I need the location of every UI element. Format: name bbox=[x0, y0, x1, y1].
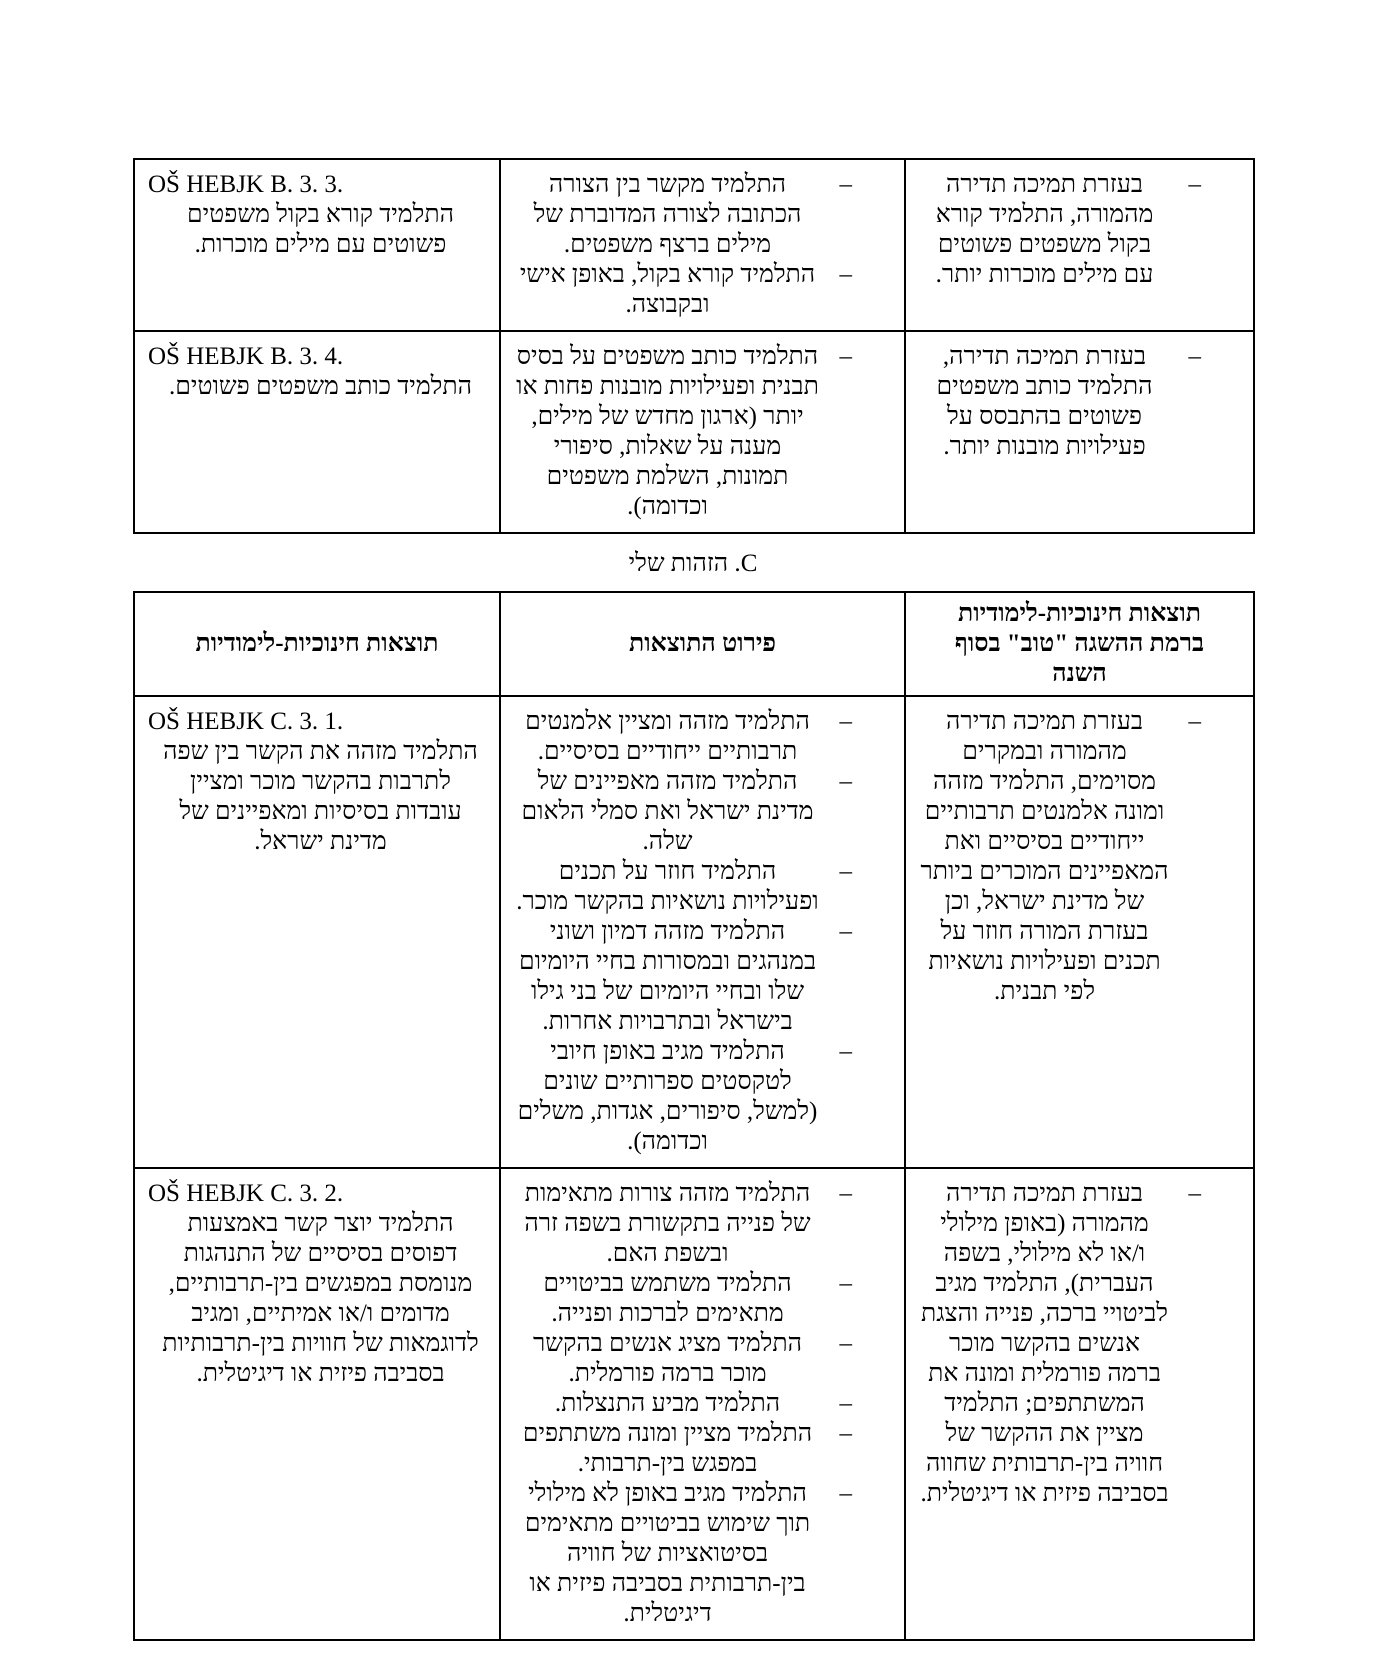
code-cell bbox=[134, 331, 500, 533]
outcome-description: התלמיד מזהה את הקשר בין שפה לתרבות בהקשר מוכר ומציין עובדות בסיסיות ומאפיינים של מדינת ישראל. bbox=[163, 738, 478, 855]
table-row-c31 bbox=[134, 696, 1254, 1168]
dash-marker: – bbox=[1188, 708, 1201, 735]
detail-text: התלמיד קורא בקול, באופן אישי ובקבוצה. bbox=[519, 261, 816, 318]
details-cell bbox=[500, 331, 905, 533]
outcome-description: התלמיד קורא בקול משפטים פשוטים עם מילים מוכרות. bbox=[187, 201, 454, 258]
code-cell bbox=[134, 159, 500, 331]
details-cell bbox=[500, 1168, 905, 1640]
code-cell bbox=[134, 696, 500, 1168]
detail-text: התלמיד מביע התנצלות. bbox=[554, 1390, 781, 1417]
detail-item bbox=[515, 1479, 852, 1629]
dash-marker: – bbox=[839, 1390, 852, 1417]
detail-item bbox=[515, 767, 852, 857]
header-outcomes: תוצאות חינוכיות-לימודיות bbox=[134, 592, 500, 696]
dash-marker: – bbox=[1188, 1180, 1201, 1207]
detail-text: התלמיד מציין ומונה משתתפים במפגש בין-תרבותי. bbox=[522, 1420, 813, 1477]
section-heading: C. הזהות שלי bbox=[628, 550, 758, 577]
dash-marker: – bbox=[839, 171, 852, 198]
dash-marker: – bbox=[839, 768, 852, 795]
dash-marker: – bbox=[839, 1180, 852, 1207]
detail-item bbox=[515, 342, 852, 522]
dash-marker: – bbox=[839, 1270, 852, 1297]
good-level-item bbox=[920, 170, 1201, 290]
table-row-c32 bbox=[134, 1168, 1254, 1640]
detail-item bbox=[515, 1179, 852, 1269]
detail-text: התלמיד כותב משפטים על בסיס תבנית ופעילויות מובנות פחות או יותר (ארגון מחדש של מילים, מענה על שאלות, סיפורי תמונות, השלמת משפטים וכדומה). bbox=[516, 343, 819, 520]
good-level-text: בעזרת תמיכה תדירה מהמורה (באופן מילולי ו/או לא מילולי, בשפה העברית), התלמיד מגיב לביטויי ברכה, פנייה והצגת אנשים בהקשר מוכר ברמה פורמלית ומונה את המשתתפים; התלמיד מציין את ההקשר של חוויה בין-תרבותית שחווה בסביבה פיזית או דיגיטלית. bbox=[920, 1180, 1169, 1507]
standard-code: OŠ HEBJK C. 3. 2. bbox=[148, 1180, 344, 1207]
detail-item bbox=[515, 1419, 852, 1479]
detail-text: התלמיד מזהה צורות מתאימות של פנייה בתקשורת בשפה זרה ובשפת האם. bbox=[524, 1180, 811, 1267]
dash-marker: – bbox=[839, 918, 852, 945]
dash-marker: – bbox=[839, 261, 852, 288]
good-level-cell bbox=[905, 1168, 1254, 1640]
good-level-text: בעזרת תמיכה תדירה מהמורה, התלמיד קורא בקול משפטים פשוטים עם מילים מוכרות יותר. bbox=[935, 171, 1154, 288]
good-level-cell bbox=[905, 331, 1254, 533]
good-level-text: בעזרת תמיכה תדירה מהמורה ובמקרים מסוימים, התלמיד מזהה ומונה אלמנטים תרבותיים ייחודיים בסיסיים ואת המאפיינים המוכרים ביותר של מדינת ישראל, וכן בעזרת המורה חוזר על תכנים ופעילויות נושאיות לפי תבנית. bbox=[920, 708, 1169, 1005]
standards-table-c bbox=[133, 591, 1255, 1641]
header-details: פירוט התוצאות bbox=[500, 592, 905, 696]
outcome-description: התלמיד יוצר קשר באמצעות דפוסים בסיסיים של התנהגות מנומסת במפגשים בין-תרבותיים, מדומים ו/או אמיתיים, ומגיב לדוגמאות של חוויות בין-תרבותיות בסביבה פיזית או דיגיטלית. bbox=[162, 1210, 479, 1387]
dash-marker: – bbox=[839, 858, 852, 885]
detail-text: התלמיד מזהה מאפיינים של מדינת ישראל ואת סמלי הלאום שלה. bbox=[521, 768, 814, 855]
header-good-level: תוצאות חינוכיות-לימודיות ברמת ההשגה "טוב" בסוף השנה bbox=[905, 592, 1254, 696]
dash-marker: – bbox=[839, 1480, 852, 1507]
detail-item bbox=[515, 1389, 852, 1419]
code-cell bbox=[134, 1168, 500, 1640]
good-level-item bbox=[920, 342, 1201, 462]
detail-item bbox=[515, 1269, 852, 1329]
detail-text: התלמיד מזהה ומציין אלמנטים תרבותיים ייחודיים בסיסיים. bbox=[525, 708, 810, 765]
detail-text: התלמיד חוזר על תכנים ופעילויות נושאיות בהקשר מוכר. bbox=[516, 858, 819, 915]
standard-code: OŠ HEBJK B. 3. 3. bbox=[148, 171, 344, 198]
good-level-item bbox=[920, 707, 1201, 1007]
detail-text: התלמיד מגיב באופן לא מילולי תוך שימוש בביטויים מתאימים בסיטואציות של חוויה בין-תרבותית בסביבה פיזית או דיגיטלית. bbox=[524, 1480, 811, 1627]
dash-marker: – bbox=[839, 1038, 852, 1065]
detail-item bbox=[515, 260, 852, 320]
standard-code: OŠ HEBJK C. 3. 1. bbox=[148, 708, 344, 735]
dash-marker: – bbox=[839, 1330, 852, 1357]
detail-item bbox=[515, 170, 852, 260]
dash-marker: – bbox=[839, 343, 852, 370]
detail-text: התלמיד מגיב באופן חיובי לטקסטים ספרותיים שונים (למשל, סיפורים, אגדות, משלים וכדומה). bbox=[517, 1038, 818, 1155]
standards-table-b bbox=[133, 158, 1255, 534]
detail-text: התלמיד מקשר בין הצורה הכתובה לצורה המדוברת של מילים ברצף משפטים. bbox=[533, 171, 802, 258]
dash-marker: – bbox=[839, 708, 852, 735]
outcome-description: התלמיד כותב משפטים פשוטים. bbox=[169, 373, 472, 400]
table-row-b34 bbox=[134, 331, 1254, 533]
detail-text: התלמיד מזהה דמיון ושוני במנהגים ובמסורות בחיי היומיום שלו ובחיי היומיום של בני גילו בישראל ובתרבויות אחרות. bbox=[519, 918, 816, 1035]
dash-marker: – bbox=[839, 1420, 852, 1447]
details-cell bbox=[500, 159, 905, 331]
dash-marker: – bbox=[1188, 171, 1201, 198]
good-level-text: בעזרת תמיכה תדירה, התלמיד כותב משפטים פשוטים בהתבסס על פעילויות מובנות יותר. bbox=[936, 343, 1153, 460]
good-level-cell bbox=[905, 696, 1254, 1168]
details-cell bbox=[500, 696, 905, 1168]
good-level-item bbox=[920, 1179, 1201, 1509]
detail-text: התלמיד משתמש בביטויים מתאימים לברכות ופנייה. bbox=[543, 1270, 792, 1327]
table-row-b33 bbox=[134, 159, 1254, 331]
detail-item bbox=[515, 857, 852, 917]
good-level-cell bbox=[905, 159, 1254, 331]
detail-item bbox=[515, 917, 852, 1037]
table-header-row bbox=[134, 592, 1254, 696]
detail-item bbox=[515, 707, 852, 767]
detail-item bbox=[515, 1329, 852, 1389]
detail-text: התלמיד מציג אנשים בהקשר מוכר ברמה פורמלית. bbox=[533, 1330, 802, 1387]
standard-code: OŠ HEBJK B. 3. 4. bbox=[148, 343, 344, 370]
detail-item bbox=[515, 1037, 852, 1157]
dash-marker: – bbox=[1188, 343, 1201, 370]
